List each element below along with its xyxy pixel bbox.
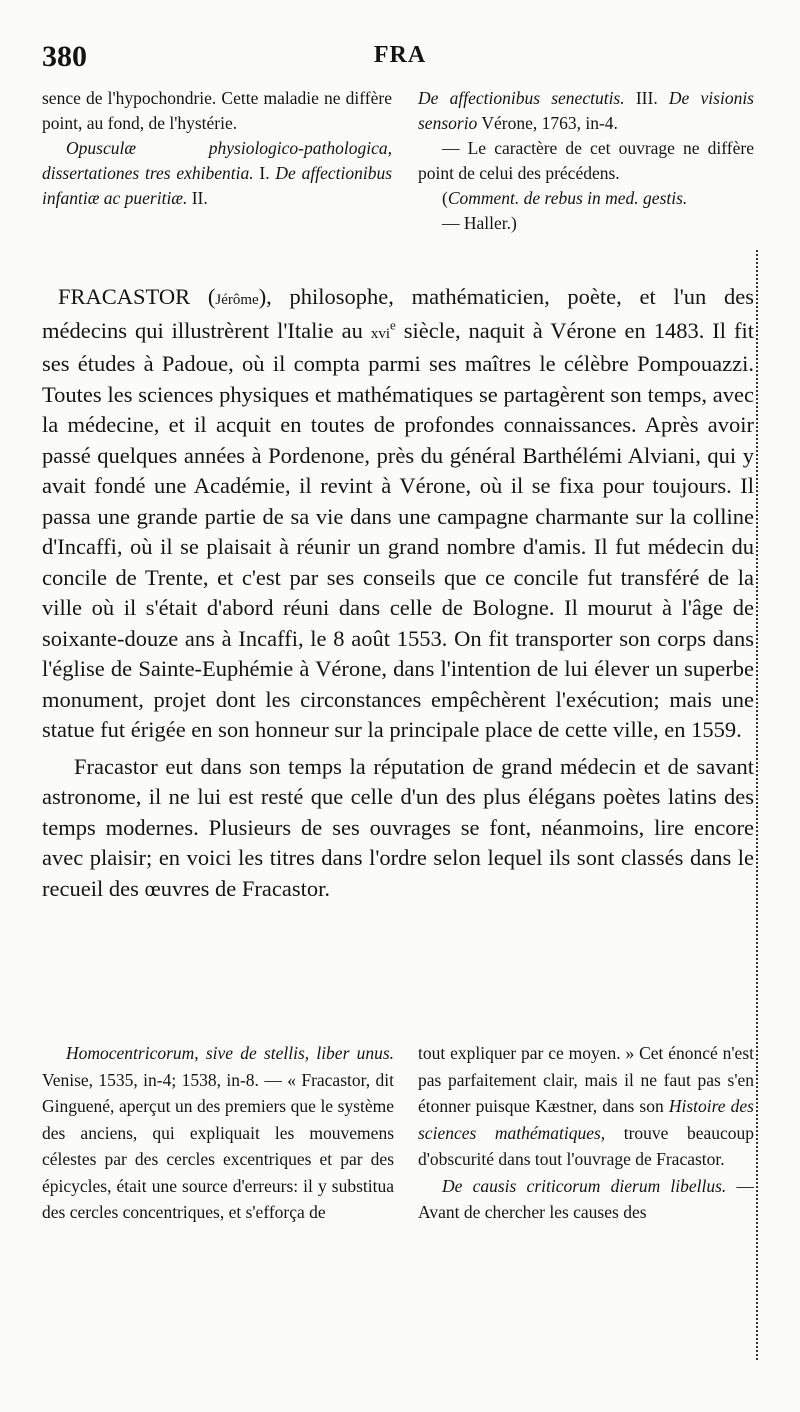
work-title: De affectionibus senectutis. [418, 88, 625, 108]
text-run: — Avant de chercher les causes des [418, 1175, 755, 1222]
work-title: Opusculæ physiologico-pathologica, dissertationes tres exhibentia. [42, 138, 392, 183]
top-right-paragraph-3 [418, 186, 754, 211]
works-entry-homocentricorum [42, 1040, 394, 1226]
century-numeral: xvi [370, 325, 390, 342]
work-title: De visionis sensorio [418, 88, 754, 133]
top-left-paragraph-1: sence de l'hypochondrie. Cette maladie ne diffère point, au fond, de l'hystérie. [42, 88, 392, 133]
top-right-column [418, 86, 754, 236]
text-run: I. [253, 163, 276, 183]
article-heading: FRACASTOR [58, 284, 191, 309]
text-run: tout expliquer par ce moyen. » Cet énoncé n'est pas parfaitement clair, mais il ne faut pas s'en étonner puisque Kæstner, dans son [418, 1043, 754, 1116]
work-title: De causis criticorum dierum libellus. [442, 1175, 727, 1196]
page-edge-rule [756, 250, 761, 1360]
bottom-left-column [42, 1040, 394, 1226]
article-paragraph-2: Fracastor eut dans son temps la réputation de grand médecin et de savant astronome, il ne lui est resté que celle d'un des plus élégans poètes latins des temps modernes. Plusieurs de ses ouvrages se font, néanmoins, lire encore avec plaisir; en voici les titres dans l'ordre selon lequel ils sont classés dans le recueil des œuvres de Fracastor. [42, 753, 754, 901]
top-right-paragraph-4: — Haller.) [442, 213, 517, 233]
running-head: FRA [373, 42, 427, 68]
page-header [42, 40, 758, 80]
bottom-right-column [418, 1040, 754, 1226]
text-run: II. [187, 188, 208, 208]
source-citation: Comment. de rebus in med. gestis. [447, 188, 688, 208]
top-right-paragraph-2: — Le caractère de cet ouvrage ne diffère point de celui des précédens. [418, 138, 754, 183]
article-first-name: Jérôme [215, 292, 259, 308]
text-run: ), philosophe, mathématicien, poète, et l'un des médecins qui illustrèrent l'Italie au [42, 284, 754, 343]
works-entry-de-causis [418, 1173, 754, 1226]
article-paragraph-1: FRACASTOR (Jérôme), philosophe, mathématicien, poète, et l'un des médecins qui illustrèrent l'Italie au xvi$^e$ siècle, naquit à Vérone en 1483. Il fit ses études à Padoue, où il compta parmi ses maîtres le célèbre Pompouazzi. Toutes les sciences physiques et mathématiques se partagèrent son temps, avec la médecine, et il acquit en toutes de profondes connaissances. Après avoir passé quelques années à Pordenone, près du général Barthélémi Alviani, qui y avait fondé une Académie, il revint à Vérone, où il se fixa pour toujours. Il passa une grande partie de sa vie dans une campagne charmante sur la colline d'Incaffi, où il se plaisait à réunir un grand nombre d'amis. Il fut médecin du concile de Trente, et c'est par ses conseils que ce concile fut transféré de la ville où il s'était d'abord réuni dans celle de Bologne. Il mourut à l'âge de soixante-douze ans à Incaffi, le 8 août 1553. On fit transporter son corps dans l'église de Sainte-Euphémie à Vérone, dans l'intention de lui élever un superbe monument, projet dont les circonstances empêchèrent l'exécution; mais une statue fut érigée en son honneur sur la principale place de cette ville, en 1559. [42, 284, 755, 742]
text-run: ( [442, 188, 448, 208]
page-number: 380 [42, 40, 87, 73]
works-entry-continuation [418, 1040, 754, 1173]
main-article [42, 282, 754, 904]
work-title: De affectionibus infantiæ ac pueritiæ. [42, 163, 393, 208]
century-superscript: e [389, 317, 396, 332]
work-title: Histoire des sciences mathématiques, [418, 1096, 754, 1143]
top-left-column [42, 86, 392, 211]
text-run: Venise, 1535, in-4; 1538, in-8. — « Fracastor, dit Ginguené, aperçut un des premiers que le système des anciens, qui expliquait les mouvemens célestes par des cercles excentriques et par des épicycles, était une source d'erreurs: il y substitua des cercles concentriques, et s'efforça de [42, 1069, 394, 1222]
text-run: trouve beaucoup d'obscurité dans tout l'ouvrage de Fracastor. [418, 1122, 754, 1169]
top-left-paragraph-2 [42, 136, 392, 211]
text-run: siècle, naquit à Vérone en 1483. Il fit ses études à Padoue, où il compta parmi ses maîtres le célèbre Pompouazzi. Toutes les sciences physiques et mathématiques se partagèrent son temps, avec la médecine, et il acquit en toutes de profondes connaissances. Après avoir passé quelques années à Pordenone, près du général Barthélémi Alviani, qui y avait fondé une Académie, il revint à Vérone, où il se fixa pour toujours. Il passa une grande partie de sa vie dans une campagne charmante sur la colline d'Incaffi, où il se plaisait à réunir un grand nombre d'amis. Il fut médecin du concile de Trente, et c'est par ses conseils que ce concile fut transféré de la ville où il s'était d'abord réuni dans celle de Bologne. Il mourut à l'âge de soixante-douze ans à Incaffi, le 8 août 1553. On fit transporter son corps dans l'église de Sainte-Euphémie à Vérone, dans l'intention de lui élever un superbe monument, projet dont les circonstances empêchèrent l'exécution; mais une statue fut érigée en son honneur sur la principale place de cette ville, en 1559. [42, 317, 755, 742]
text-run: III. [624, 88, 669, 108]
top-right-paragraph-1 [418, 86, 754, 136]
work-title: Homocentricorum, sive de stellis, liber unus. [66, 1043, 394, 1063]
text-run: Vérone, 1763, in-4. [477, 113, 618, 133]
